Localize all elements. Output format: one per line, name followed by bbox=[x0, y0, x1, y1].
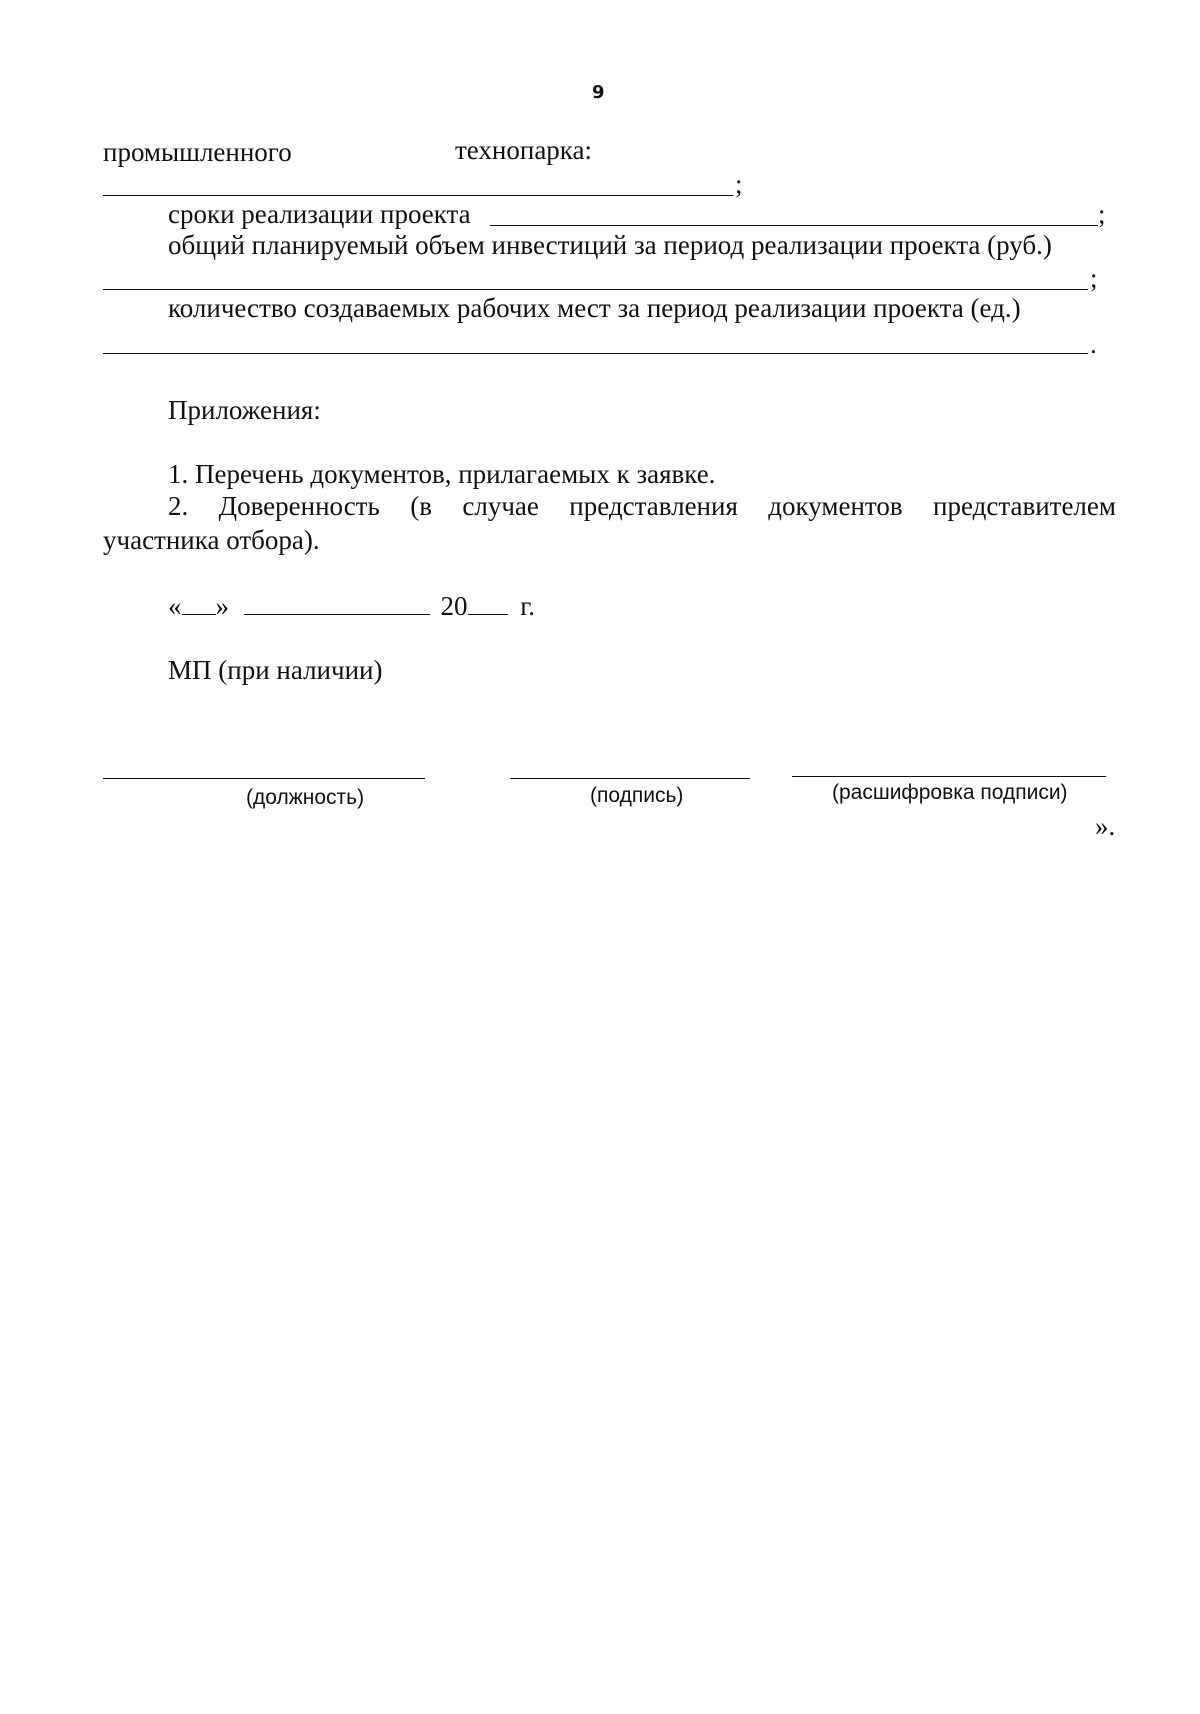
attachment-item-2-word: 2. bbox=[168, 491, 189, 521]
jobs-blank[interactable] bbox=[103, 353, 1088, 354]
date-line bbox=[168, 590, 535, 622]
investment-end: ; bbox=[1090, 263, 1098, 293]
date-day-blank[interactable] bbox=[182, 592, 216, 615]
attachments-heading: Приложения: bbox=[168, 395, 321, 425]
date-close-quote: » bbox=[215, 591, 229, 621]
timeline-end: ; bbox=[1098, 199, 1106, 229]
attachment-item-2-word: представителем bbox=[933, 491, 1116, 521]
timeline-label: сроки реализации проекта bbox=[168, 199, 471, 229]
closing-mark: ». bbox=[1095, 811, 1116, 841]
jobs-label: количество создаваемых рабочих мест за период реализации проекта (ед.) bbox=[168, 293, 1021, 323]
position-blank[interactable] bbox=[103, 778, 425, 779]
date-year-prefix: 20 bbox=[440, 591, 468, 621]
technopark-name-semicolon: ; bbox=[735, 169, 743, 199]
date-month-blank[interactable] bbox=[244, 592, 430, 615]
signature-decoding-blank[interactable] bbox=[792, 776, 1106, 777]
attachment-item-2-line-1 bbox=[168, 490, 1116, 522]
stamp-label: МП (при наличии) bbox=[168, 655, 383, 685]
attachment-item-2-word: (в bbox=[410, 491, 432, 521]
position-caption: (должность) bbox=[246, 786, 365, 809]
attachment-item-2-word: Доверенность bbox=[218, 491, 380, 521]
attachment-item-2-word: случае bbox=[462, 491, 539, 521]
date-year-suffix: г. bbox=[520, 591, 536, 621]
attachment-item-2-line-2: участника отбора). bbox=[103, 525, 320, 555]
intro-word-technopark: технопарка: bbox=[455, 135, 593, 165]
intro-word-industrial: промышленного bbox=[103, 137, 292, 167]
jobs-end: . bbox=[1090, 329, 1097, 359]
date-year-blank[interactable] bbox=[468, 592, 508, 615]
signature-caption: (подпись) bbox=[590, 784, 684, 807]
signature-decoding-caption: (расшифровка подписи) bbox=[832, 781, 1068, 804]
attachment-item-1: 1. Перечень документов, прилагаемых к заявке. bbox=[168, 459, 716, 489]
signature-blank[interactable] bbox=[510, 778, 750, 779]
attachment-item-2-word: представления bbox=[569, 491, 738, 521]
investment-label: общий планируемый объем инвестиций за период реализации проекта (руб.) bbox=[168, 230, 1052, 260]
investment-blank[interactable] bbox=[103, 289, 1088, 290]
date-open-quote: « bbox=[168, 591, 182, 621]
page-number: 9 bbox=[592, 82, 605, 103]
attachment-item-2-word: документов bbox=[768, 491, 903, 521]
technopark-name-blank[interactable] bbox=[103, 195, 733, 196]
timeline-blank[interactable] bbox=[490, 225, 1098, 226]
